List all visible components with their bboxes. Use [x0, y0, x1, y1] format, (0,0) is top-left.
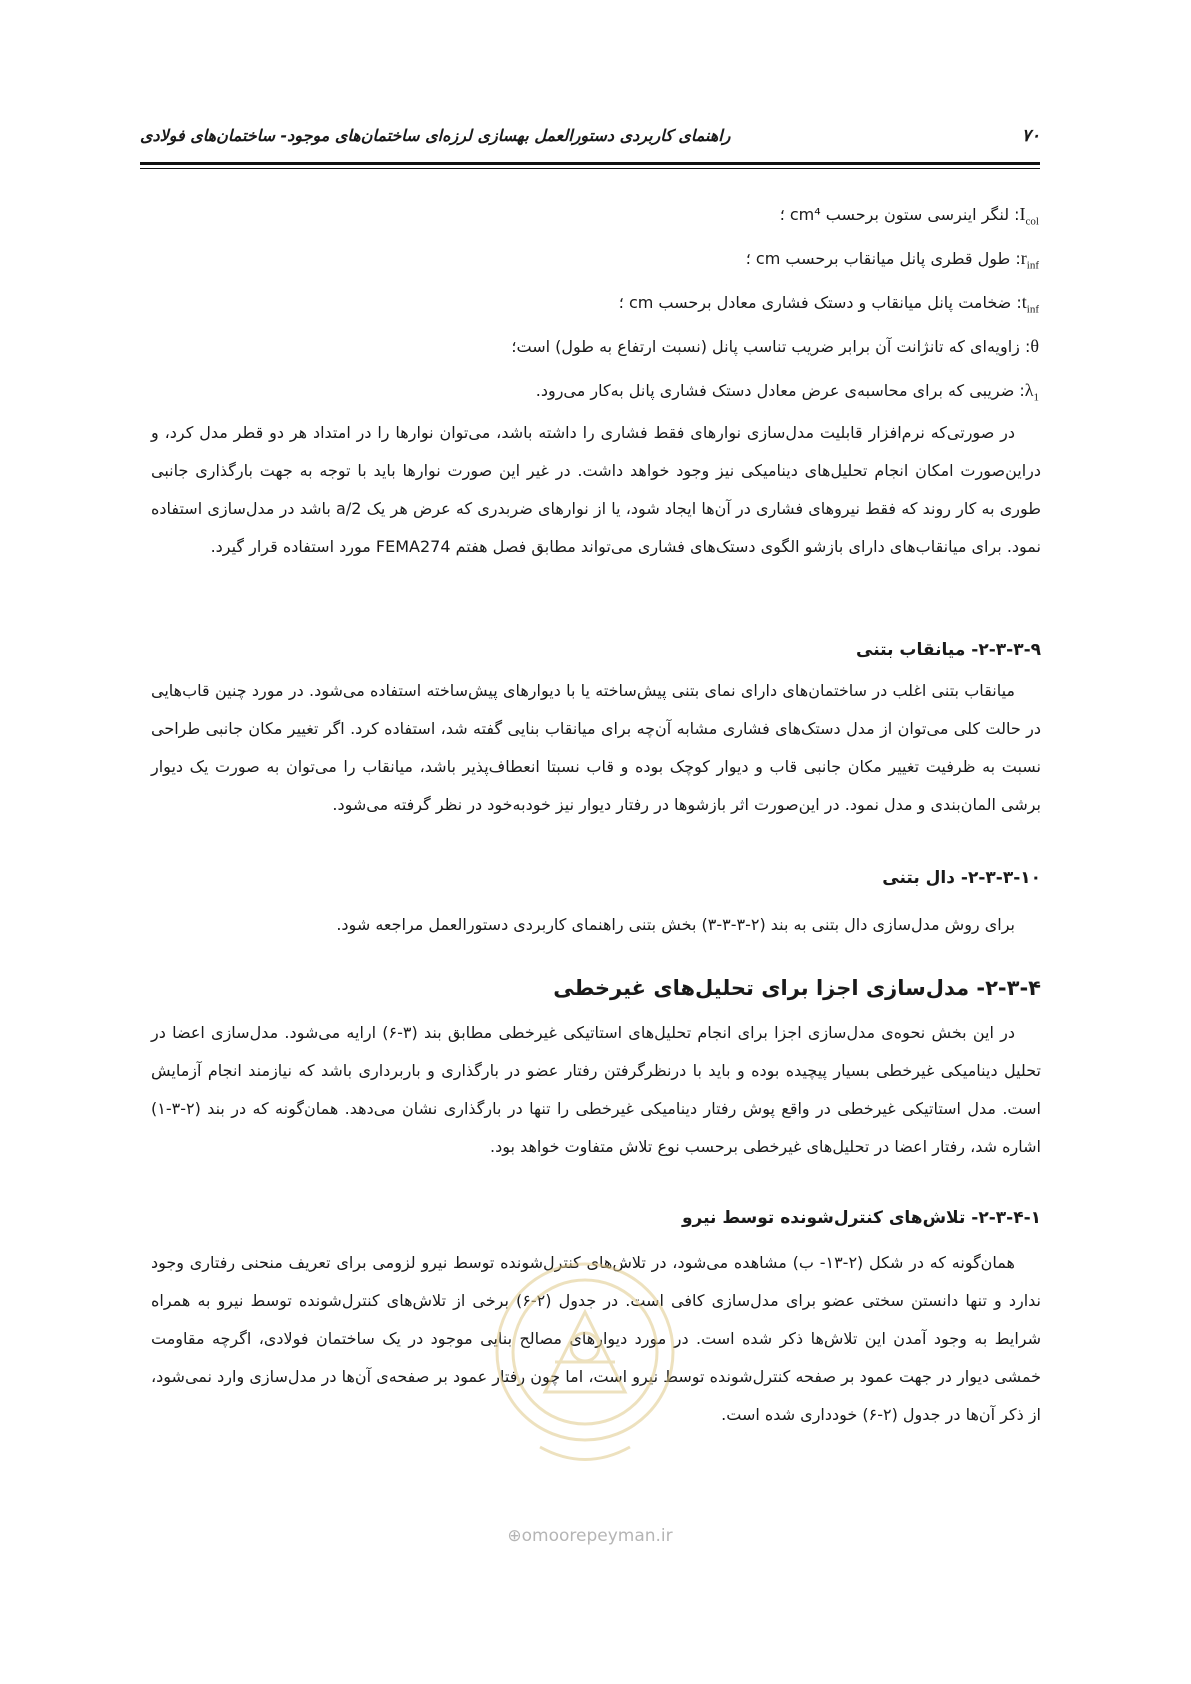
page-number: ۷۰: [1021, 126, 1040, 146]
definition-theta: [511, 336, 1039, 360]
symbol: t: [1021, 292, 1027, 312]
heading-concrete-slab: ۲-۳-۳-۱۰- دال بتنی: [882, 868, 1041, 888]
symbol: λ: [1024, 380, 1034, 400]
definition-r-inf: [746, 248, 1039, 272]
definition-i-col: [780, 204, 1039, 228]
heading-nonlinear-modeling: ۲-۳-۴- مدل‌سازی اجزا برای تحلیل‌های غیرخطی: [553, 976, 1041, 1000]
symbol-subscript: inf: [1026, 259, 1039, 272]
symbol: r: [1020, 248, 1027, 268]
symbol-subscript: col: [1025, 215, 1039, 228]
definition-text: : طول قطری پانل میانقاب برحسب cm ؛: [745, 249, 1021, 268]
definition-lambda: [536, 380, 1039, 404]
definition-t-inf: [619, 292, 1039, 316]
paragraph-concrete-infill: میانقاب بتنی اغلب در ساختمان‌های دارای نمای بتنی پیش‌ساخته یا با دیوارهای پیش‌ساخته استفاده می‌شود. در مورد چنین قاب‌هایی در حالت کلی می‌توان از مدل دستک‌های فشاری مشابه آن‌چه برای میانقاب بنایی گفته شد، استفاده کرد. اگر تغییر مکان جانبی طراحی نسبت به ظرفیت تغییر مکان جانبی قاب و دیوار کوچک بوده و قاب نسبتا انعطاف‌پذیر باشد، میانقاب را می‌توان به صورت یک دیوار برشی المان‌بندی و مدل نمود. در این‌صورت اثر بازشوها در رفتار دیوار نیز خودبه‌خود در نظر گرفته می‌شود.: [151, 681, 1041, 814]
header-rule-thin: [140, 168, 1040, 169]
paragraph-compression-struts: در صورتی‌که نرم‌افزار قابلیت مدل‌سازی نوارهای فقط فشاری را داشته باشد، می‌توان نوارها را در امتداد هر دو قطر مدل کرد، و دراین‌صورت امکان انجام تحلیل‌های دینامیکی نیز وجود خواهد داشت. در غیر این صورت نوارها باید با توجه به جهت بارگذاری جانبی طوری به کار روند که فقط نیروهای فشاری در آن‌ها ایجاد شود، یا از نوارهای ضربدری که عرض هر یک a/2 باشد در مدل‌سازی استفاده نمود. برای میانقاب‌های دارای بازشو الگوی دستک‌های فشاری می‌تواند مطابق فصل هفتم FEMA274 مورد استفاده قرار گیرد.: [151, 423, 1042, 556]
symbol: I: [1019, 204, 1026, 224]
paragraph-force-controlled: همان‌گونه که در شکل (۲-۱۳- ب) مشاهده می‌شود، در تلاش‌های کنترل‌شونده توسط نیرو لزومی برای تعریف منحنی رفتاری وجود ندارد و تنها دانستن سختی عضو برای مدل‌سازی کافی است. در جدول (۲-۶) برخی از تلاش‌های کنترل‌شونده توسط نیرو به همراه شرایط به وجود آمدن این تلاش‌ها ذکر شده است. در مورد دیوارهای مصالح بنایی موجود در یک ساختمان فولادی، اگرچه مقاومت خمشی دیوار در جهت عمود بر صفحه کنترل‌شونده توسط نیرو است، اما چون رفتار عمود بر صفحه‌ی آن‌ها در مدل‌سازی وارد نمی‌شود، از ذکر آن‌ها در جدول (۲-۶) خودداری شده است.: [151, 1253, 1041, 1424]
definition-text: : ضریبی که برای محاسبه‌ی عرض معادل دستک فشاری پانل به‌کار می‌رود.: [535, 381, 1025, 400]
symbol-subscript: inf: [1026, 303, 1039, 316]
running-title: راهنمای کاربردی دستورالعمل بهسازی لرزه‌ای ساختمان‌های موجود- ساختمان‌های فولادی: [140, 126, 731, 145]
seal-watermark-icon: [485, 1242, 685, 1482]
symbol-subscript: 1: [1033, 391, 1039, 404]
paragraph-concrete-slab: برای روش مدل‌سازی دال بتنی به بند (۲-۳-۳-۳) بخش بتنی راهنمای کاربردی دستورالعمل مراجعه شود.: [336, 915, 1015, 934]
paragraph-nonlinear-modeling: در این بخش نحوه‌ی مدل‌سازی اجزا برای انجام تحلیل‌های استاتیکی غیرخطی مطابق بند (۳-۶) ارایه می‌شود. مدل‌سازی اعضا در تحلیل دینامیکی غیرخطی بسیار پیچیده بوده و باید با درنظرگرفتن رفتار عضو در بارگذاری و باربرداری باشد که نیازمند انجام آزمایش است. مدل استاتیکی غیرخطی در واقع پوش رفتار دینامیکی غیرخطی را تنها در بارگذاری نشان می‌دهد. همان‌گونه که در بند (۲-۳-۱) اشاره شد، رفتار اعضا در تحلیل‌های غیرخطی برحسب نوع تلاش متفاوت خواهد بود.: [151, 1023, 1041, 1156]
heading-force-controlled: ۲-۳-۴-۱- تلاش‌های کنترل‌شونده توسط نیرو: [681, 1208, 1041, 1228]
symbol: θ: [1030, 336, 1039, 356]
header-rule-thick: [140, 162, 1040, 165]
heading-concrete-infill: ۲-۳-۳-۹- میانقاب بتنی: [856, 640, 1041, 660]
page-header: [140, 126, 1040, 156]
definition-text: : زاویه‌ای که تانژانت آن برابر ضریب تناسب پانل (نسبت ارتفاع به طول) است؛: [511, 337, 1031, 356]
globe-icon: ⊕: [507, 1526, 522, 1546]
definition-text: : لنگر اینرسی ستون برحسب cm⁴ ؛: [779, 205, 1020, 224]
definition-text: : ضخامت پانل میانقاب و دستک فشاری معادل برحسب cm ؛: [618, 293, 1022, 312]
watermark-site-text: ⊕omoorepeyman.ir: [507, 1526, 673, 1546]
